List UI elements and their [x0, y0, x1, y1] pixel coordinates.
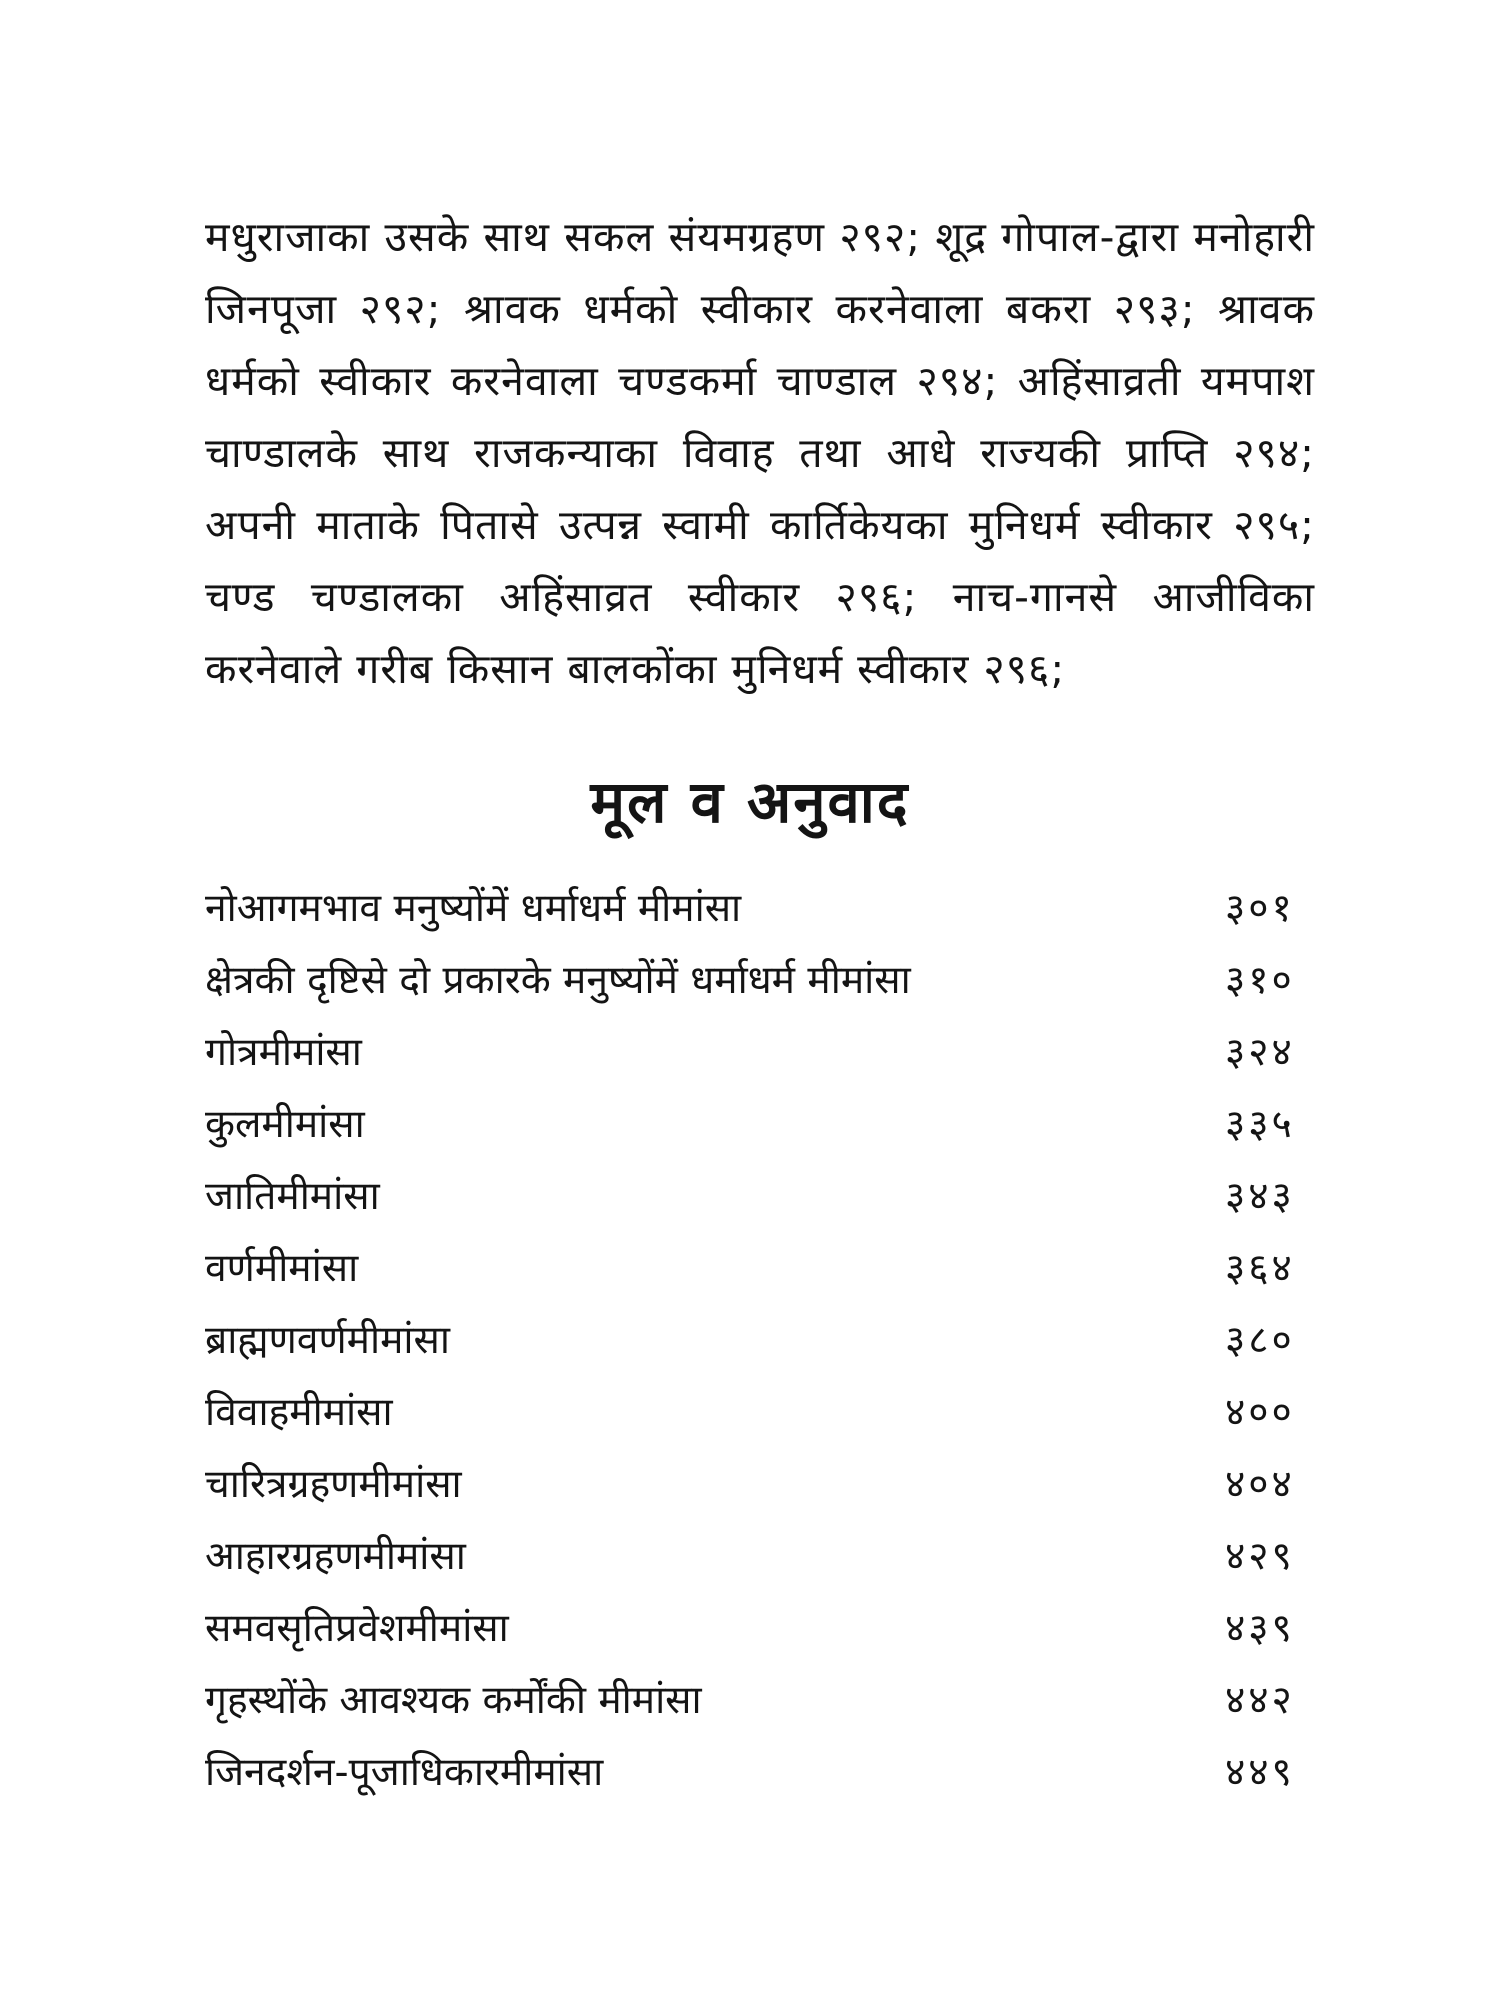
toc-entry [205, 1672, 1315, 1744]
toc-entry-page: ४०० [1225, 1390, 1295, 1435]
toc-entry-title: समवसृतिप्रवेशमीमांसा [205, 1606, 509, 1651]
toc-entry-title: गोत्रमीमांसा [205, 1030, 362, 1075]
toc-entry [205, 880, 1315, 952]
toc-entry-page: ३८० [1225, 1318, 1295, 1363]
toc-entry-page: ३०१ [1225, 886, 1295, 931]
toc-entry [205, 1312, 1315, 1384]
toc-entry-title: क्षेत्रकी दृष्टिसे दो प्रकारके मनुष्योंमें धर्माधर्म मीमांसा [205, 958, 911, 1003]
toc-entry [205, 1168, 1315, 1240]
toc-entry-title: गृहस्थोंके आवश्यक कर्मोंकी मीमांसा [205, 1678, 702, 1723]
toc-entry-title: विवाहमीमांसा [205, 1390, 393, 1435]
toc-entry-page: ४४२ [1225, 1678, 1295, 1723]
table-of-contents [205, 880, 1315, 1816]
toc-entry [205, 1600, 1315, 1672]
toc-entry-page: ४२९ [1225, 1534, 1295, 1579]
toc-entry-title: आहारग्रहणमीमांसा [205, 1534, 466, 1579]
section-heading: मूल व अनुवाद [590, 768, 910, 836]
toc-entry-title: कुलमीमांसा [205, 1102, 365, 1147]
toc-entry-page: ३१० [1225, 958, 1295, 1003]
toc-entry-title: जिनदर्शन-पूजाधिकारमीमांसा [205, 1750, 604, 1795]
toc-entry [205, 952, 1315, 1024]
toc-entry-page: ४४९ [1225, 1750, 1295, 1795]
toc-entry-page: ४०४ [1225, 1462, 1295, 1507]
toc-entry [205, 1744, 1315, 1816]
toc-entry-title: वर्णमीमांसा [205, 1246, 359, 1291]
toc-entry-title: जातिमीमांसा [205, 1174, 380, 1219]
toc-entry [205, 1384, 1315, 1456]
toc-entry-title: ब्राह्मणवर्णमीमांसा [205, 1318, 450, 1363]
toc-entry-page: ३६४ [1225, 1246, 1295, 1291]
toc-entry-page: ३२४ [1225, 1030, 1295, 1075]
toc-entry-page: ४३९ [1225, 1606, 1295, 1651]
toc-entry-title: चारित्रग्रहणमीमांसा [205, 1462, 462, 1507]
toc-entry [205, 1024, 1315, 1096]
toc-entry [205, 1240, 1315, 1312]
toc-entry-page: ३४३ [1225, 1174, 1295, 1219]
toc-entry [205, 1528, 1315, 1600]
toc-entry-title: नोआगमभाव मनुष्योंमें धर्माधर्म मीमांसा [205, 886, 742, 931]
toc-entry [205, 1096, 1315, 1168]
toc-entry [205, 1456, 1315, 1528]
intro-paragraph: मधुराजाका उसके साथ सकल संयमग्रहण २९२; शूद्र गोपाल-द्वारा मनोहारी जिनपूजा २९२; श्रावक धर्मको स्वीकार करनेवाला बकरा २९३; श्रावक धर्मको स्वीकार करनेवाला चण्डकर्मा चाण्डाल २९४; अहिंसाव्रती यमपाश चाण्डालके साथ राजकन्याका विवाह तथा आधे राज्यकी प्राप्ति २९४; अपनी माताके पितासे उत्पन्न स्वामी कार्तिकेयका मुनिधर्म स्वीकार २९५; चण्ड चण्डालका अहिंसाव्रत स्वीकार २९६; नाच-गानसे आजीविका करनेवाले गरीब किसान बालकोंका मुनिधर्म स्वीकार २९६; [205, 213, 1315, 693]
toc-entry-page: ३३५ [1225, 1102, 1295, 1147]
